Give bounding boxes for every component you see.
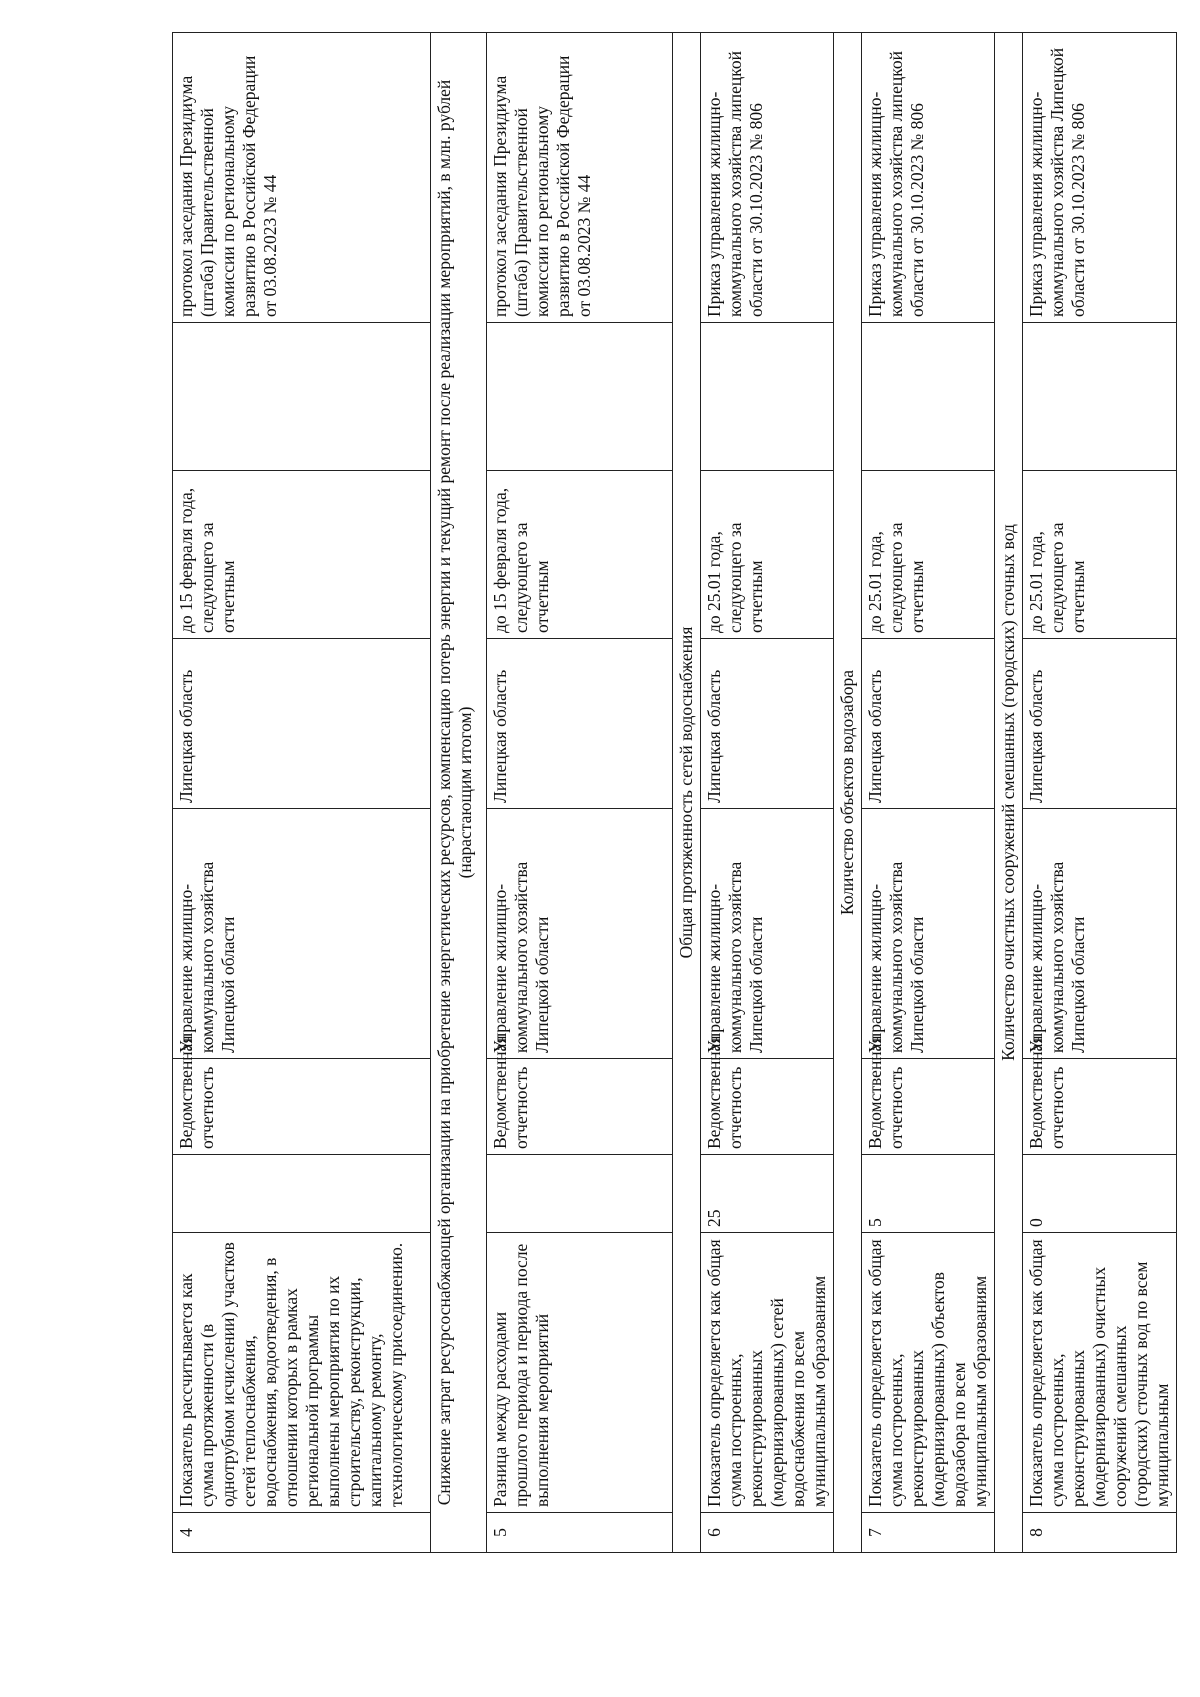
row-empty [487, 323, 673, 471]
table-row [1023, 33, 1177, 1553]
row-deadline: до 25.01 года, следующего за отчетным [701, 471, 834, 639]
row-value: 5 [862, 1155, 995, 1233]
section-row [995, 33, 1023, 1553]
section-title: Количество очистных сооружений смешанных (городских) сточных вод [995, 33, 1023, 1553]
row-source: Ведомственная отчетность [862, 1059, 995, 1155]
row-number: 7 [862, 1513, 995, 1553]
row-value: 0 [1023, 1155, 1177, 1233]
row-deadline: до 25.01 года, следующего за отчетным [862, 471, 995, 639]
row-territory: Липецкая область [1023, 639, 1177, 809]
row-empty [1023, 323, 1177, 471]
section-title: Общая протяженность сетей водоснабжения [673, 33, 701, 1553]
row-number: 5 [487, 1513, 673, 1553]
table-row [173, 33, 431, 1553]
row-basis: протокол заседания Президиума (штаба) Правительственной комиссии по региональному развитию в Российской Федерации от 03.08.2023 № 44 [487, 33, 673, 323]
row-value [173, 1155, 431, 1233]
row-value [487, 1155, 673, 1233]
row-basis: Приказ управления жилищно-коммунального хозяйства липецкой области от 30.10.2023 № 806 [862, 33, 995, 323]
row-deadline: до 15 февраля года, следующего за отчетным [173, 471, 431, 639]
row-description: Показатель определяется как общая сумма построенных, реконструированных (модернизированных) сетей водоснабжения по всем муниципальным образованиям [701, 1233, 834, 1513]
section-title: Количество объектов водозабора [834, 33, 862, 1553]
indicators-table [172, 32, 1177, 1553]
row-deadline: до 25.01 года, следующего за отчетным [1023, 471, 1177, 639]
row-deadline: до 15 февраля года, следующего за отчетным [487, 471, 673, 639]
row-description: Показатель определяется как общая сумма построенных, реконструированных (модернизированных) очистных сооружений смешанных (городских) сточных вод по всем муниципальным [1023, 1233, 1177, 1513]
row-responsible: Управление жилищно-коммунального хозяйства Липецкой области [701, 809, 834, 1059]
section-row [834, 33, 862, 1553]
row-empty [701, 323, 834, 471]
row-description: Показатель определяется как общая сумма построенных, реконструированных (модернизированных) объектов водозабора по всем муниципальным образованиям [862, 1233, 995, 1513]
rotated-page [172, 33, 1172, 1553]
row-territory: Липецкая область [862, 639, 995, 809]
row-source: Ведомственная отчетность [173, 1059, 431, 1155]
row-empty [173, 323, 431, 471]
row-responsible: Управление жилищно-коммунального хозяйства Липецкой области [862, 809, 995, 1059]
row-responsible: Управление жилищно-коммунального хозяйства Липецкой области [173, 809, 431, 1059]
row-responsible: Управление жилищно-коммунального хозяйства Липецкой области [487, 809, 673, 1059]
table-row [862, 33, 995, 1553]
section-title: Снижение затрат ресурсоснабжающей организации на приобретение энергетических ресурсов, компенсацию потерь энергии и текущий ремонт после реализации мероприятий, в млн. рублей (нарастающим итогом) [431, 33, 487, 1553]
row-territory: Липецкая область [487, 639, 673, 809]
table-row [487, 33, 673, 1553]
table-row [701, 33, 834, 1553]
row-source: Ведомственная отчетность [1023, 1059, 1177, 1155]
row-source: Ведомственная отчетность [701, 1059, 834, 1155]
section-row [431, 33, 487, 1553]
row-number: 4 [173, 1513, 431, 1553]
row-empty [862, 323, 995, 471]
row-responsible: Управление жилищно-коммунального хозяйства Липецкой области [1023, 809, 1177, 1059]
row-value: 25 [701, 1155, 834, 1233]
section-row [673, 33, 701, 1553]
row-basis: протокол заседания Президиума (штаба) Правительственной комиссии по региональному развитию в Российской Федерации от 03.08.2023 № 44 [173, 33, 431, 323]
row-description: Показатель рассчитывается как сумма протяженности (в однотрубном исчислении) участков сетей теплоснабжения, водоснабжения, водоотведения, в отношении которых в рамках региональной программы выполнены мероприятия по их строительству, реконструкции, капитальному ремонту, технологическому присоединению. [173, 1233, 431, 1513]
row-source: Ведомственная отчетность [487, 1059, 673, 1155]
row-basis: Приказ управления жилищно-коммунального хозяйства Липецкой области от 30.10.2023 № 806 [1023, 33, 1177, 323]
row-number: 6 [701, 1513, 834, 1553]
row-basis: Приказ управления жилищно-коммунального хозяйства липецкой области от 30.10.2023 № 806 [701, 33, 834, 323]
row-description: Разница между расходами прошлого периода и периода после выполнения мероприятий [487, 1233, 673, 1513]
row-territory: Липецкая область [701, 639, 834, 809]
row-number: 8 [1023, 1513, 1177, 1553]
row-territory: Липецкая область [173, 639, 431, 809]
